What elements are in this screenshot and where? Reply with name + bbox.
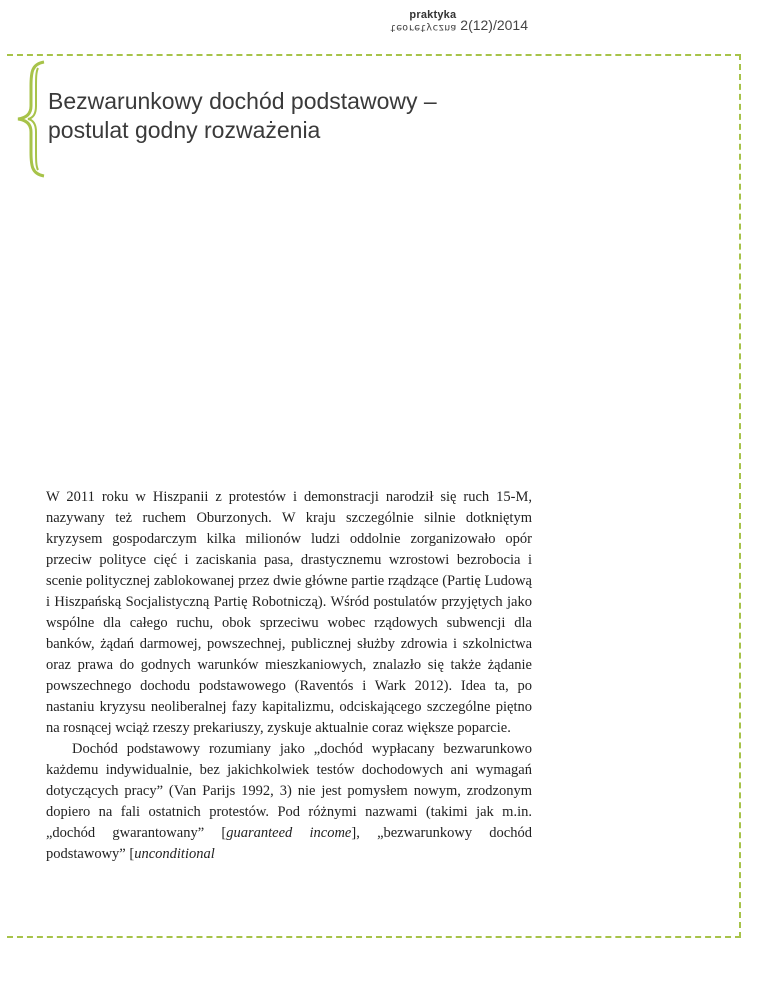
article-title xyxy=(48,87,668,145)
logo-top-text: praktyka xyxy=(409,9,457,21)
paragraph-2 xyxy=(46,739,532,865)
paragraph-2-italic-2: unconditional xyxy=(134,846,215,862)
issue-number: 2(12)/2014 xyxy=(460,17,528,33)
article-body xyxy=(46,487,532,865)
logo-bottom-text: teoretyczna xyxy=(390,22,457,33)
journal-logo xyxy=(390,10,456,32)
title-line-1: Bezwarunkowy dochód podstawowy – xyxy=(48,88,437,114)
paragraph-2-text-a: Dochód podstawowy rozumiany jako „dochód wypłacany bezwarunkowo każdemu indywidualnie, bez jakichkolwiek testów dochodowych ani wymagań dotyczących pracy” (Van Parijs 1992, 3) nie jest pomysłem nowym, zrodzonym dopiero na fali ostatnich protestów. Pod różnymi nazwami (takimi jak m.in. „dochód gwarantowany” [ xyxy=(46,741,532,841)
paragraph-1: W 2011 roku w Hiszpanii z protestów i demonstracji narodził się ruch 15-M, nazywany też ruchem Oburzonych. W kraju szczególnie silnie dotkniętym kryzysem gospodarczym kilka milionów ludzi oddolnie zorganizowało opór przeciw polityce cięć i zaciskania pasa, drastycznemu wzrostowi bezrobocia i scenie politycznej zablokowanej przez dwie główne partie rządzące (Partię Ludową i Hiszpańską Socjalistyczną Partię Robotniczą). Wśród postulatów przyjętych jako wspólne dla całego ruchu, obok sprzeciwu wobec rządowych subwencji dla banków, żądań darmowej, powszechnej, publicznej służby zdrowia i szkolnictwa oraz prawa do godnych warunków mieszkaniowych, znalazło się także żądanie powszechnego dochodu podstawowego (Raventós i Wark 2012). Idea ta, po nastaniu kryzysu neoliberalnej fazy kapitalizmu, odciskającego szczególne piętno na rosnącej wciąż rzeszy prekariuszy, zyskuje aktualnie coraz większe poparcie. xyxy=(46,489,532,736)
paragraph-2-text-b: ], „bezwarunkowy dochód podstawowy” [ xyxy=(46,825,532,862)
journal-header xyxy=(390,10,528,32)
paragraph-2-italic-1: guaranteed income xyxy=(226,825,352,841)
curly-brace-icon xyxy=(14,60,48,178)
title-line-2: postulat godny rozważenia xyxy=(48,117,321,143)
